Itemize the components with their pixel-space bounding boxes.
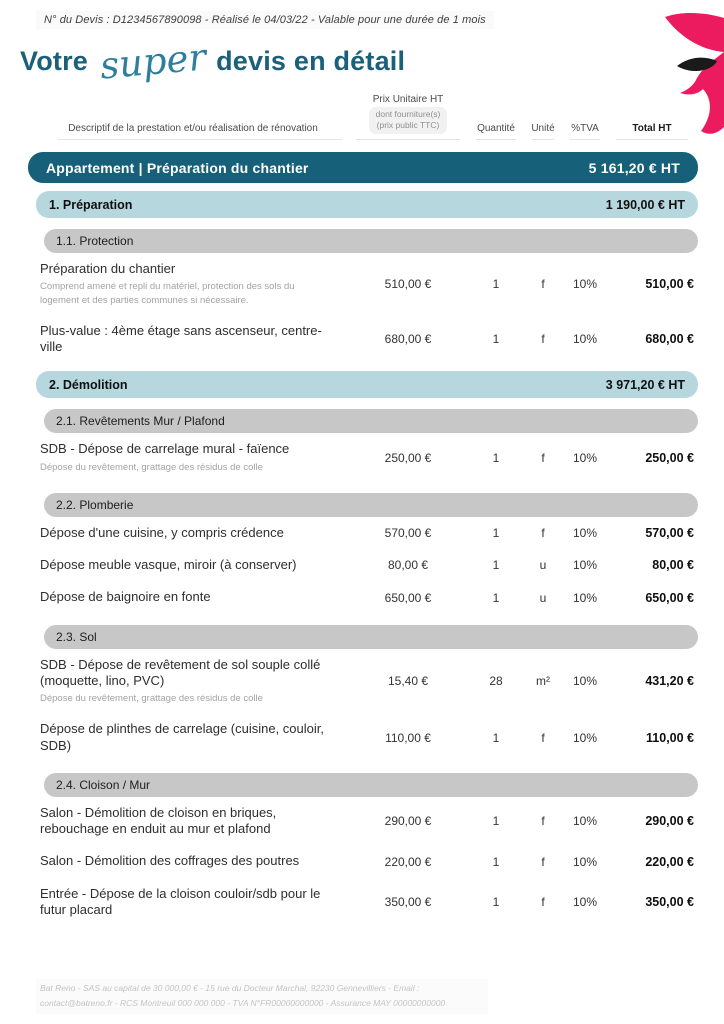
item-unit: f (541, 332, 545, 347)
item-description (38, 323, 348, 356)
section-title: 1. Préparation (49, 197, 133, 212)
item-total: 290,00 € (645, 814, 694, 829)
item-quantity: 1 (492, 730, 500, 745)
title-suffix: devis en détail (216, 46, 406, 76)
item-quantity: 1 (492, 332, 500, 347)
column-rule (356, 139, 460, 140)
item-tva-rate: 10% (572, 854, 598, 869)
column-rule (570, 139, 600, 140)
item-unit: f (541, 450, 545, 465)
item-quantity: 1 (492, 854, 500, 869)
line-item (38, 581, 696, 613)
item-description (38, 657, 348, 706)
line-item (38, 549, 696, 581)
item-unit: u (539, 558, 547, 573)
item-total: 350,00 € (645, 894, 694, 909)
item-description (38, 557, 348, 573)
subsection-header-bar (44, 773, 698, 797)
subsection-title: 1.1. Protection (56, 234, 134, 248)
title-prefix: Votre (20, 46, 89, 76)
item-total: 510,00 € (645, 276, 694, 291)
item-label: Préparation du chantier (40, 261, 176, 276)
line-item (38, 315, 696, 364)
lot-title: Appartement | Préparation du chantier (46, 159, 309, 176)
item-total: 650,00 € (645, 590, 694, 605)
item-quantity: 1 (492, 276, 500, 291)
subsection-title: 2.4. Cloison / Mur (56, 777, 151, 792)
item-tva-rate: 10% (572, 894, 598, 909)
item-total: 431,20 € (645, 674, 694, 689)
item-note: Dépose du revêtement, grattage des résidus de colle (40, 461, 263, 473)
item-total: 250,00 € (645, 450, 694, 465)
subsection-header-bar (44, 409, 698, 433)
item-description (38, 261, 348, 307)
item-label: Plus-value : 4ème étage sans ascenseur, centre-ville (40, 322, 322, 355)
item-note: Dépose du revêtement, grattage des résidus de colle (40, 693, 263, 705)
line-item (38, 649, 696, 714)
item-tva-rate: 10% (572, 526, 598, 541)
item-tva-rate: 10% (572, 450, 598, 465)
subsection-title: 2.1. Revêtements Mur / Plafond (56, 414, 225, 429)
item-unit-price: 510,00 € (384, 276, 432, 291)
col-header-unite: Unité (524, 123, 562, 140)
item-unit: u (539, 590, 547, 605)
item-unit: f (541, 894, 545, 909)
col-header-prix-unitaire: Prix Unitaire HT dont fourniture(s) (prix public TTC) (348, 94, 468, 140)
item-unit-price: 680,00 € (384, 332, 432, 347)
section-header-bar (36, 371, 698, 398)
col-header-quantite: Quantité (468, 123, 524, 140)
column-rule (476, 139, 516, 140)
item-quantity: 28 (489, 674, 503, 689)
item-quantity: 1 (492, 814, 500, 829)
item-description (38, 721, 348, 754)
line-item (38, 797, 696, 846)
item-unit-price: 15,40 € (387, 674, 429, 689)
item-total: 570,00 € (645, 526, 694, 541)
item-unit-price: 290,00 € (384, 814, 432, 829)
line-item (38, 433, 696, 482)
item-unit: f (541, 276, 545, 291)
item-quantity: 1 (492, 894, 500, 909)
line-item (38, 845, 696, 877)
line-item (38, 713, 696, 762)
item-tva-rate: 10% (572, 730, 598, 745)
item-unit-price: 250,00 € (384, 450, 432, 465)
column-rule (532, 139, 554, 140)
section-title: 2. Démolition (49, 377, 128, 392)
item-unit-price: 570,00 € (384, 526, 432, 541)
lot-header-bar (28, 152, 698, 183)
item-quantity: 1 (492, 590, 500, 605)
item-tva-rate: 10% (572, 590, 598, 605)
item-description (38, 853, 348, 869)
item-total: 680,00 € (645, 332, 694, 347)
line-item (38, 517, 696, 549)
quote-body (0, 191, 724, 926)
item-label: Salon - Démolition de cloison en briques, rebouchage en enduit au mur et plafond (40, 804, 277, 837)
item-note: Comprend amené et repli du matériel, protection des sols du logement et des parties communes si nécessaire. (40, 281, 295, 306)
item-total: 110,00 € (646, 730, 694, 745)
line-item (38, 253, 696, 315)
item-description (38, 589, 348, 605)
item-label: Dépose de baignoire en fonte (40, 589, 211, 605)
item-label: Dépose de plinthes de carrelage (cuisine, couloir, SDB) (40, 721, 325, 753)
item-unit-price: 650,00 € (384, 590, 432, 605)
item-tva-rate: 10% (572, 332, 598, 347)
item-description (38, 886, 348, 919)
subsection-title: 2.3. Sol (56, 629, 97, 644)
item-unit-price: 110,00 € (385, 730, 431, 745)
item-quantity: 1 (492, 526, 500, 541)
legal-footer: Bat Reno - SAS au capital de 30 000,00 € - 15 rue du Docteur Marchal, 92230 Gennevilliers - Email : contact@batreno.fr - RCS Montreuil 000 000 000 - TVA N°FR00000000000 - Assurance MAY 00000000000 (40, 983, 446, 1009)
column-rule (58, 139, 342, 140)
section-header-bar (36, 191, 698, 218)
item-quantity: 1 (492, 558, 500, 573)
page-title (20, 35, 406, 88)
item-quantity: 1 (492, 450, 500, 465)
section-total: 1 190,00 € HT (605, 197, 685, 212)
item-label: SDB - Dépose de revêtement de sol souple collé (moquette, lino, PVC) (40, 656, 321, 688)
title-script-word: super (98, 35, 208, 88)
item-description (38, 525, 348, 541)
item-tva-rate: 10% (572, 276, 598, 291)
item-tva-rate: 10% (572, 674, 598, 689)
quote-content (0, 152, 724, 926)
quote-meta-line: N° du Devis : D1234567890098 - Réalisé le 04/03/22 - Valable pour une durée de 1 mois (44, 14, 486, 26)
prix-subnote-pill: dont fourniture(s) (prix public TTC) (369, 107, 448, 134)
item-unit: m² (536, 674, 550, 689)
item-unit: f (541, 814, 545, 829)
item-label: Dépose d'une cuisine, y compris crédence (40, 524, 284, 540)
item-unit-price: 350,00 € (384, 894, 432, 909)
table-header (38, 94, 696, 140)
item-tva-rate: 10% (572, 814, 598, 829)
subsection-header-bar (44, 493, 698, 517)
item-unit-price: 80,00 € (387, 558, 429, 573)
item-label: Salon - Démolition des coffrages des poutres (40, 853, 300, 869)
item-label: Entrée - Dépose de la cloison couloir/sdb pour le futur placard (40, 885, 321, 917)
lot-total: 5 161,20 € HT (588, 159, 680, 176)
item-label: SDB - Dépose de carrelage mural - faïence (40, 441, 290, 457)
item-total: 220,00 € (645, 854, 694, 869)
column-rule (616, 139, 688, 140)
section-total: 3 971,20 € HT (605, 377, 685, 392)
item-unit: f (541, 526, 545, 541)
col-header-total: Total HT (608, 123, 696, 140)
item-description (38, 441, 348, 474)
item-unit-price: 220,00 € (384, 854, 432, 869)
line-item (38, 878, 696, 927)
col-header-descriptif: Descriptif de la prestation et/ou réalisation de rénovation (38, 123, 348, 140)
item-tva-rate: 10% (572, 558, 598, 573)
subsection-title: 2.2. Plomberie (56, 497, 134, 512)
subsection-header-bar (44, 625, 698, 649)
item-unit: f (541, 730, 545, 745)
col-header-tva: %TVA (562, 123, 608, 140)
item-total: 80,00 € (652, 558, 694, 573)
subsection-header-bar (44, 229, 698, 253)
item-label: Dépose meuble vasque, miroir (à conserver) (40, 557, 297, 573)
item-description (38, 805, 348, 838)
item-unit: f (541, 854, 545, 869)
